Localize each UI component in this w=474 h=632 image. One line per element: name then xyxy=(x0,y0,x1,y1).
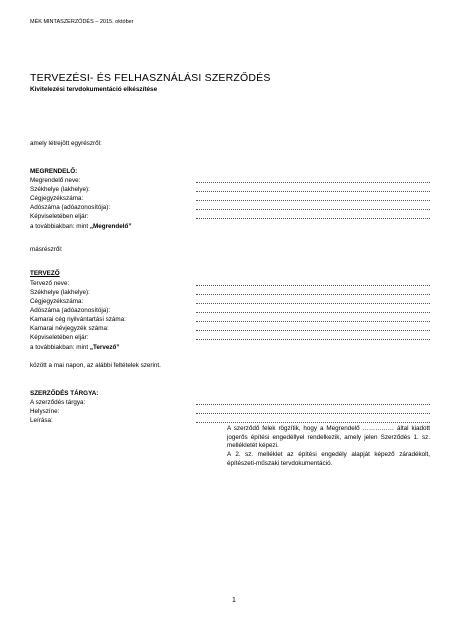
field-label: Kamarai cég nyilvántartási száma: xyxy=(30,316,126,323)
alias-prefix: a továbbiakban: mint xyxy=(30,344,90,351)
designer-seat-row xyxy=(30,289,430,298)
document-title: TERVEZÉSI- ÉS FELHASZNÁLÁSI SZERZŐDÉS xyxy=(30,72,271,84)
fill-in-line xyxy=(196,209,430,210)
other-side-text: másrészről: xyxy=(30,246,63,253)
designer-taxno-row xyxy=(30,307,430,316)
page-number: 1 xyxy=(232,597,236,604)
description-paragraph-2: A 2. sz. melléklet az építési engedély alapját képező záradékolt, építészeti-műszaki tervdokumentáció. xyxy=(227,451,430,467)
fill-in-line xyxy=(196,182,430,183)
field-label: Képviseletében eljár: xyxy=(30,334,89,341)
field-label: Kamarai névjegyzék száma: xyxy=(30,325,109,332)
field-label: Képviseletében eljár: xyxy=(30,213,89,220)
designer-rep-row xyxy=(30,334,430,343)
fill-in-line xyxy=(196,422,430,423)
subject-description-text xyxy=(227,425,430,469)
client-alias: „Megrendelő” xyxy=(89,223,132,230)
field-label: Adószáma (adóazonosítója): xyxy=(30,204,111,211)
designer-chamber-register-row xyxy=(30,325,430,334)
client-regno-row xyxy=(30,195,430,204)
fill-in-line xyxy=(196,339,430,340)
client-taxno-row xyxy=(30,204,430,213)
subject-object-row xyxy=(30,399,430,408)
fill-in-line xyxy=(196,413,430,414)
fill-in-line xyxy=(196,294,430,295)
field-label: Helyszíne: xyxy=(30,408,60,415)
document-subtitle: Kivitelezési tervdokumentáció elkészítése xyxy=(30,86,158,93)
designer-name-row xyxy=(30,280,430,289)
fill-in-line xyxy=(196,285,430,286)
designer-heading: TERVEZŐ xyxy=(30,270,60,277)
subject-location-row xyxy=(30,408,430,417)
designer-chamber-company-row xyxy=(30,316,430,325)
designer-alias: „Tervező” xyxy=(89,344,120,351)
client-heading: MEGRENDELŐ: xyxy=(30,168,78,175)
fill-in-line xyxy=(196,404,430,405)
intro-text: amely létrejött egyrészről: xyxy=(30,140,102,147)
designer-alias-line xyxy=(30,344,120,351)
designer-regno-row xyxy=(30,298,430,307)
client-seat-row xyxy=(30,186,430,195)
subject-heading: SZERZŐDÉS TÁRGYA: xyxy=(30,390,99,397)
fill-in-line xyxy=(196,191,430,192)
field-label: Megrendelő neve: xyxy=(30,177,81,184)
alias-prefix: a továbbiakban: mint xyxy=(30,223,90,230)
fill-in-line xyxy=(196,330,430,331)
field-label: Tervező neve: xyxy=(30,280,70,287)
page-header: MÉK MINTASZERZŐDÉS – 2015. október xyxy=(30,19,134,25)
fill-in-line xyxy=(196,321,430,322)
field-label: Leírása: xyxy=(30,417,53,424)
fill-in-line xyxy=(196,218,430,219)
client-name-row xyxy=(30,177,430,186)
field-label: Cégjegyzékszáma: xyxy=(30,195,84,202)
client-alias-line xyxy=(30,223,132,230)
between-text: között a mai napon, az alábbi feltételek szerint. xyxy=(30,362,161,369)
fill-in-line xyxy=(196,200,430,201)
fill-in-line xyxy=(196,303,430,304)
field-label: Székhelye (lakhelye): xyxy=(30,186,90,193)
fill-in-line xyxy=(196,312,430,313)
field-label: Cégjegyzékszáma: xyxy=(30,298,84,305)
field-label: Székhelye (lakhelye): xyxy=(30,289,90,296)
client-rep-row xyxy=(30,213,430,222)
field-label: A szerződés tárgya: xyxy=(30,399,86,406)
field-label: Adószáma (adóazonosítója): xyxy=(30,307,111,314)
description-paragraph-1: A szerződő felek rögzítik, hogy a Megrendelő …………… által kiadott jogerős építési engedéllyel rendelkezik, amely jelen Szerződés 1. sz. mellékletét képezi. xyxy=(227,425,430,450)
